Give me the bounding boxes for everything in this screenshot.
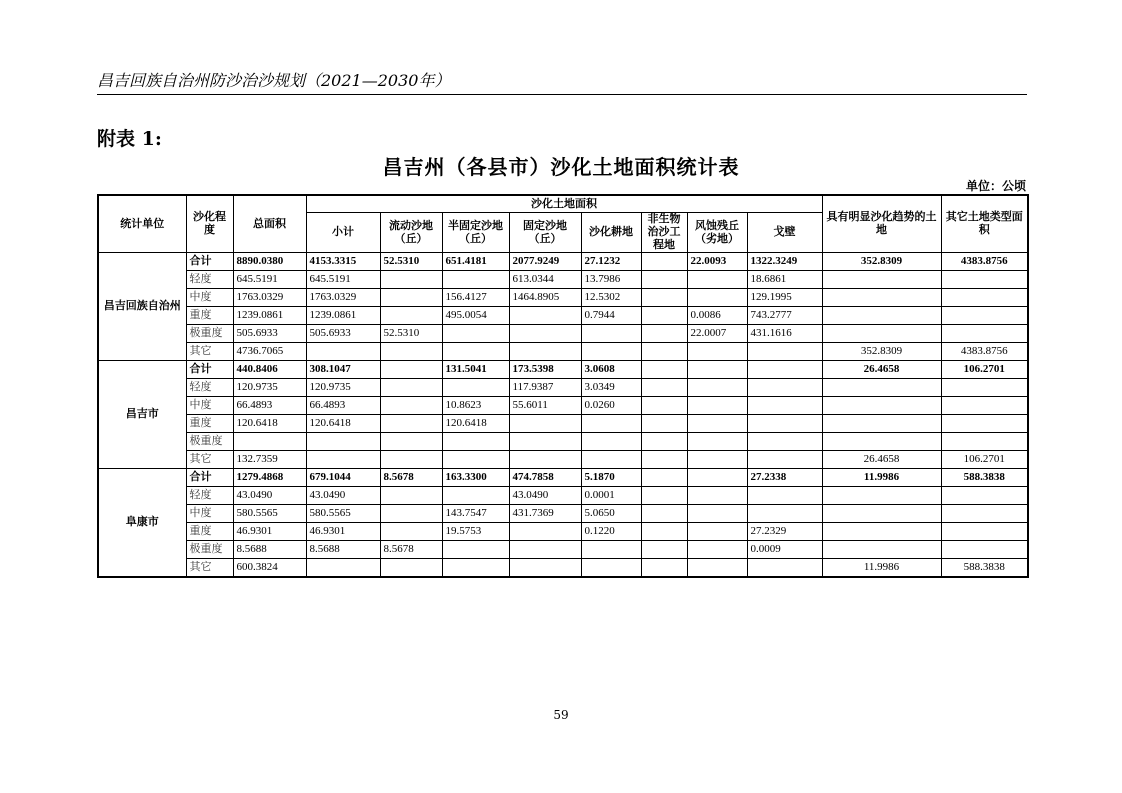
- value-cell-nonbio: [641, 541, 687, 559]
- value-cell-subtotal: 120.6418: [306, 415, 380, 433]
- value-cell-farm: 0.0260: [581, 397, 641, 415]
- table-row: [98, 559, 1028, 578]
- value-cell-total: 132.7359: [233, 451, 306, 469]
- header-gobi: 戈壁: [747, 213, 822, 253]
- value-cell-total: 66.4893: [233, 397, 306, 415]
- value-cell-wind: [687, 379, 747, 397]
- unit-cell: 阜康市: [98, 469, 186, 578]
- value-cell-wind: [687, 505, 747, 523]
- value-cell-fixed: 431.7369: [509, 505, 581, 523]
- value-cell-trend: [822, 415, 941, 433]
- value-cell-other: [941, 325, 1028, 343]
- table-row: [98, 271, 1028, 289]
- value-cell-other: [941, 307, 1028, 325]
- value-cell-trend: [822, 487, 941, 505]
- value-cell-wind: [687, 271, 747, 289]
- header-semi-fixed: 半固定沙地（丘）: [442, 213, 509, 253]
- value-cell-other: [941, 541, 1028, 559]
- value-cell-wind: [687, 343, 747, 361]
- value-cell-mobile: [380, 487, 442, 505]
- value-cell-trend: [822, 433, 941, 451]
- degree-cell: 极重度: [186, 325, 233, 343]
- value-cell-total: 580.5565: [233, 505, 306, 523]
- table-row: [98, 487, 1028, 505]
- value-cell-nonbio: [641, 361, 687, 379]
- header-degree: 沙化程度: [186, 195, 233, 253]
- value-cell-farm: 13.7986: [581, 271, 641, 289]
- value-cell-subtotal: 120.9735: [306, 379, 380, 397]
- value-cell-semi: 156.4127: [442, 289, 509, 307]
- table-row: [98, 379, 1028, 397]
- header-subtotal: 小计: [306, 213, 380, 253]
- value-cell-semi: [442, 379, 509, 397]
- value-cell-gobi: [747, 451, 822, 469]
- value-cell-gobi: 743.2777: [747, 307, 822, 325]
- value-cell-wind: [687, 523, 747, 541]
- degree-cell: 轻度: [186, 487, 233, 505]
- table-row: [98, 397, 1028, 415]
- value-cell-fixed: 2077.9249: [509, 253, 581, 271]
- value-cell-mobile: [380, 271, 442, 289]
- value-cell-fixed: 117.9387: [509, 379, 581, 397]
- value-cell-other: 588.3838: [941, 469, 1028, 487]
- table-row: [98, 253, 1028, 271]
- value-cell-mobile: 8.5678: [380, 469, 442, 487]
- value-cell-semi: 131.5041: [442, 361, 509, 379]
- value-cell-wind: [687, 433, 747, 451]
- value-cell-other: [941, 397, 1028, 415]
- value-cell-wind: 22.0093: [687, 253, 747, 271]
- value-cell-fixed: [509, 325, 581, 343]
- header-wind-erosion: 风蚀残丘（劣地）: [687, 213, 747, 253]
- table-row: [98, 325, 1028, 343]
- table-row: [98, 469, 1028, 487]
- table-row: [98, 505, 1028, 523]
- value-cell-other: [941, 505, 1028, 523]
- value-cell-nonbio: [641, 559, 687, 578]
- value-cell-semi: [442, 271, 509, 289]
- degree-cell: 极重度: [186, 541, 233, 559]
- header-unit: 统计单位: [98, 195, 186, 253]
- value-cell-farm: [581, 325, 641, 343]
- value-cell-farm: 5.1870: [581, 469, 641, 487]
- table-row: [98, 523, 1028, 541]
- value-cell-trend: 352.8309: [822, 253, 941, 271]
- value-cell-subtotal: [306, 433, 380, 451]
- value-cell-mobile: [380, 343, 442, 361]
- value-cell-farm: 3.0349: [581, 379, 641, 397]
- value-cell-nonbio: [641, 271, 687, 289]
- header-desert-group: 沙化土地面积: [306, 195, 822, 213]
- value-cell-farm: [581, 343, 641, 361]
- header-total-area: 总面积: [233, 195, 306, 253]
- value-cell-wind: [687, 451, 747, 469]
- value-cell-total: 505.6933: [233, 325, 306, 343]
- value-cell-fixed: [509, 451, 581, 469]
- table-row: [98, 415, 1028, 433]
- value-cell-subtotal: 1239.0861: [306, 307, 380, 325]
- value-cell-trend: 26.4658: [822, 451, 941, 469]
- value-cell-trend: 352.8309: [822, 343, 941, 361]
- table-row: [98, 541, 1028, 559]
- value-cell-semi: 143.7547: [442, 505, 509, 523]
- value-cell-fixed: [509, 559, 581, 578]
- header-other-land: 其它土地类型面积: [941, 195, 1028, 253]
- value-cell-farm: 12.5302: [581, 289, 641, 307]
- value-cell-semi: [442, 487, 509, 505]
- value-cell-fixed: 474.7858: [509, 469, 581, 487]
- header-trend: 具有明显沙化趋势的土地: [822, 195, 941, 253]
- value-cell-other: [941, 271, 1028, 289]
- value-cell-gobi: [747, 361, 822, 379]
- unit-label: 单位：公顷: [965, 179, 1026, 193]
- value-cell-other: 106.2701: [941, 451, 1028, 469]
- value-cell-gobi: [747, 415, 822, 433]
- header-farmland: 沙化耕地: [581, 213, 641, 253]
- value-cell-semi: 120.6418: [442, 415, 509, 433]
- value-cell-other: [941, 379, 1028, 397]
- value-cell-farm: [581, 433, 641, 451]
- degree-cell: 重度: [186, 523, 233, 541]
- value-cell-mobile: [380, 307, 442, 325]
- value-cell-gobi: 27.2338: [747, 469, 822, 487]
- value-cell-fixed: [509, 523, 581, 541]
- degree-cell: 中度: [186, 397, 233, 415]
- header-rule: [97, 94, 1027, 95]
- value-cell-mobile: 8.5678: [380, 541, 442, 559]
- value-cell-other: [941, 487, 1028, 505]
- header-nonbio: 非生物治沙工程地: [641, 213, 687, 253]
- value-cell-semi: 10.8623: [442, 397, 509, 415]
- value-cell-fixed: [509, 343, 581, 361]
- value-cell-total: 1279.4868: [233, 469, 306, 487]
- value-cell-trend: [822, 523, 941, 541]
- table-row: [98, 343, 1028, 361]
- value-cell-subtotal: 645.5191: [306, 271, 380, 289]
- value-cell-trend: [822, 379, 941, 397]
- degree-cell: 轻度: [186, 271, 233, 289]
- degree-cell: 合计: [186, 469, 233, 487]
- value-cell-gobi: 0.0009: [747, 541, 822, 559]
- value-cell-trend: [822, 289, 941, 307]
- value-cell-nonbio: [641, 469, 687, 487]
- statistics-table: [97, 194, 1029, 578]
- value-cell-gobi: 1322.3249: [747, 253, 822, 271]
- value-cell-gobi: [747, 505, 822, 523]
- value-cell-fixed: [509, 307, 581, 325]
- value-cell-gobi: 18.6861: [747, 271, 822, 289]
- value-cell-nonbio: [641, 505, 687, 523]
- appendix-label: 附表 1:: [97, 128, 162, 150]
- degree-cell: 其它: [186, 559, 233, 578]
- value-cell-farm: [581, 415, 641, 433]
- value-cell-wind: [687, 469, 747, 487]
- value-cell-subtotal: 505.6933: [306, 325, 380, 343]
- value-cell-semi: 163.3300: [442, 469, 509, 487]
- value-cell-mobile: 52.5310: [380, 325, 442, 343]
- value-cell-mobile: 52.5310: [380, 253, 442, 271]
- value-cell-nonbio: [641, 451, 687, 469]
- value-cell-total: 120.6418: [233, 415, 306, 433]
- value-cell-other: 4383.8756: [941, 253, 1028, 271]
- value-cell-semi: [442, 541, 509, 559]
- table-row: [98, 451, 1028, 469]
- value-cell-trend: 11.9986: [822, 559, 941, 578]
- header-fixed: 固定沙地（丘）: [509, 213, 581, 253]
- value-cell-gobi: [747, 487, 822, 505]
- value-cell-other: [941, 415, 1028, 433]
- value-cell-fixed: 55.6011: [509, 397, 581, 415]
- value-cell-wind: [687, 415, 747, 433]
- value-cell-fixed: 43.0490: [509, 487, 581, 505]
- degree-cell: 合计: [186, 253, 233, 271]
- value-cell-wind: [687, 361, 747, 379]
- value-cell-total: 43.0490: [233, 487, 306, 505]
- value-cell-nonbio: [641, 307, 687, 325]
- value-cell-semi: [442, 343, 509, 361]
- table-title: 昌吉州（各县市）沙化土地面积统计表: [382, 155, 740, 179]
- value-cell-mobile: [380, 559, 442, 578]
- running-header: 昌吉回族自治州防沙治沙规划（2021—2030年）: [97, 71, 451, 90]
- value-cell-fixed: [509, 541, 581, 559]
- table-row: [98, 433, 1028, 451]
- value-cell-other: 588.3838: [941, 559, 1028, 578]
- value-cell-semi: 19.5753: [442, 523, 509, 541]
- value-cell-trend: 11.9986: [822, 469, 941, 487]
- value-cell-mobile: [380, 397, 442, 415]
- value-cell-gobi: [747, 379, 822, 397]
- value-cell-trend: [822, 307, 941, 325]
- statistics-table-container: [97, 194, 1027, 578]
- value-cell-farm: [581, 559, 641, 578]
- value-cell-other: [941, 523, 1028, 541]
- value-cell-total: 8890.0380: [233, 253, 306, 271]
- value-cell-subtotal: 66.4893: [306, 397, 380, 415]
- table-row: [98, 289, 1028, 307]
- degree-cell: 轻度: [186, 379, 233, 397]
- value-cell-farm: [581, 451, 641, 469]
- degree-cell: 合计: [186, 361, 233, 379]
- value-cell-nonbio: [641, 289, 687, 307]
- degree-cell: 极重度: [186, 433, 233, 451]
- degree-cell: 重度: [186, 307, 233, 325]
- value-cell-wind: [687, 289, 747, 307]
- value-cell-nonbio: [641, 325, 687, 343]
- value-cell-mobile: [380, 505, 442, 523]
- value-cell-wind: [687, 397, 747, 415]
- value-cell-subtotal: 8.5688: [306, 541, 380, 559]
- value-cell-total: 1763.0329: [233, 289, 306, 307]
- value-cell-total: 440.8406: [233, 361, 306, 379]
- value-cell-total: 8.5688: [233, 541, 306, 559]
- value-cell-total: 4736.7065: [233, 343, 306, 361]
- value-cell-trend: [822, 271, 941, 289]
- value-cell-wind: 22.0007: [687, 325, 747, 343]
- value-cell-semi: [442, 325, 509, 343]
- value-cell-trend: [822, 397, 941, 415]
- value-cell-subtotal: 4153.3315: [306, 253, 380, 271]
- value-cell-total: [233, 433, 306, 451]
- value-cell-subtotal: 43.0490: [306, 487, 380, 505]
- value-cell-semi: 495.0054: [442, 307, 509, 325]
- value-cell-total: 120.9735: [233, 379, 306, 397]
- value-cell-subtotal: 679.1044: [306, 469, 380, 487]
- value-cell-fixed: 173.5398: [509, 361, 581, 379]
- value-cell-farm: 3.0608: [581, 361, 641, 379]
- value-cell-subtotal: 1763.0329: [306, 289, 380, 307]
- value-cell-semi: 651.4181: [442, 253, 509, 271]
- value-cell-trend: [822, 541, 941, 559]
- value-cell-total: 1239.0861: [233, 307, 306, 325]
- value-cell-wind: [687, 559, 747, 578]
- value-cell-farm: 27.1232: [581, 253, 641, 271]
- value-cell-fixed: [509, 415, 581, 433]
- degree-cell: 其它: [186, 343, 233, 361]
- degree-cell: 中度: [186, 505, 233, 523]
- table-row: [98, 361, 1028, 379]
- degree-cell: 中度: [186, 289, 233, 307]
- value-cell-other: 4383.8756: [941, 343, 1028, 361]
- value-cell-subtotal: [306, 451, 380, 469]
- value-cell-subtotal: [306, 559, 380, 578]
- value-cell-gobi: [747, 343, 822, 361]
- value-cell-subtotal: 46.9301: [306, 523, 380, 541]
- table-body: [98, 253, 1028, 578]
- value-cell-nonbio: [641, 433, 687, 451]
- value-cell-trend: [822, 325, 941, 343]
- value-cell-semi: [442, 433, 509, 451]
- value-cell-gobi: [747, 397, 822, 415]
- value-cell-mobile: [380, 289, 442, 307]
- value-cell-trend: [822, 505, 941, 523]
- value-cell-nonbio: [641, 415, 687, 433]
- value-cell-farm: 0.1220: [581, 523, 641, 541]
- value-cell-mobile: [380, 361, 442, 379]
- value-cell-other: [941, 433, 1028, 451]
- unit-cell: 昌吉市: [98, 361, 186, 469]
- value-cell-gobi: [747, 559, 822, 578]
- value-cell-gobi: 129.1995: [747, 289, 822, 307]
- table-row: [98, 307, 1028, 325]
- value-cell-farm: 0.0001: [581, 487, 641, 505]
- value-cell-nonbio: [641, 379, 687, 397]
- header-mobile-dune: 流动沙地（丘）: [380, 213, 442, 253]
- degree-cell: 其它: [186, 451, 233, 469]
- value-cell-mobile: [380, 451, 442, 469]
- value-cell-nonbio: [641, 487, 687, 505]
- value-cell-other: [941, 289, 1028, 307]
- value-cell-wind: [687, 541, 747, 559]
- page-number: 59: [553, 708, 569, 722]
- value-cell-other: 106.2701: [941, 361, 1028, 379]
- value-cell-wind: [687, 487, 747, 505]
- value-cell-mobile: [380, 415, 442, 433]
- degree-cell: 重度: [186, 415, 233, 433]
- value-cell-nonbio: [641, 397, 687, 415]
- value-cell-nonbio: [641, 343, 687, 361]
- value-cell-subtotal: 308.1047: [306, 361, 380, 379]
- value-cell-farm: 0.7944: [581, 307, 641, 325]
- value-cell-subtotal: [306, 343, 380, 361]
- value-cell-gobi: 431.1616: [747, 325, 822, 343]
- value-cell-fixed: [509, 433, 581, 451]
- value-cell-subtotal: 580.5565: [306, 505, 380, 523]
- unit-cell: 昌吉回族自治州: [98, 253, 186, 361]
- value-cell-semi: [442, 451, 509, 469]
- value-cell-farm: 5.0650: [581, 505, 641, 523]
- value-cell-mobile: [380, 433, 442, 451]
- value-cell-semi: [442, 559, 509, 578]
- value-cell-trend: 26.4658: [822, 361, 941, 379]
- value-cell-nonbio: [641, 253, 687, 271]
- value-cell-gobi: [747, 433, 822, 451]
- value-cell-fixed: 1464.8905: [509, 289, 581, 307]
- value-cell-gobi: 27.2329: [747, 523, 822, 541]
- value-cell-total: 600.3824: [233, 559, 306, 578]
- value-cell-mobile: [380, 523, 442, 541]
- value-cell-wind: 0.0086: [687, 307, 747, 325]
- value-cell-total: 46.9301: [233, 523, 306, 541]
- value-cell-mobile: [380, 379, 442, 397]
- value-cell-fixed: 613.0344: [509, 271, 581, 289]
- value-cell-farm: [581, 541, 641, 559]
- value-cell-nonbio: [641, 523, 687, 541]
- value-cell-total: 645.5191: [233, 271, 306, 289]
